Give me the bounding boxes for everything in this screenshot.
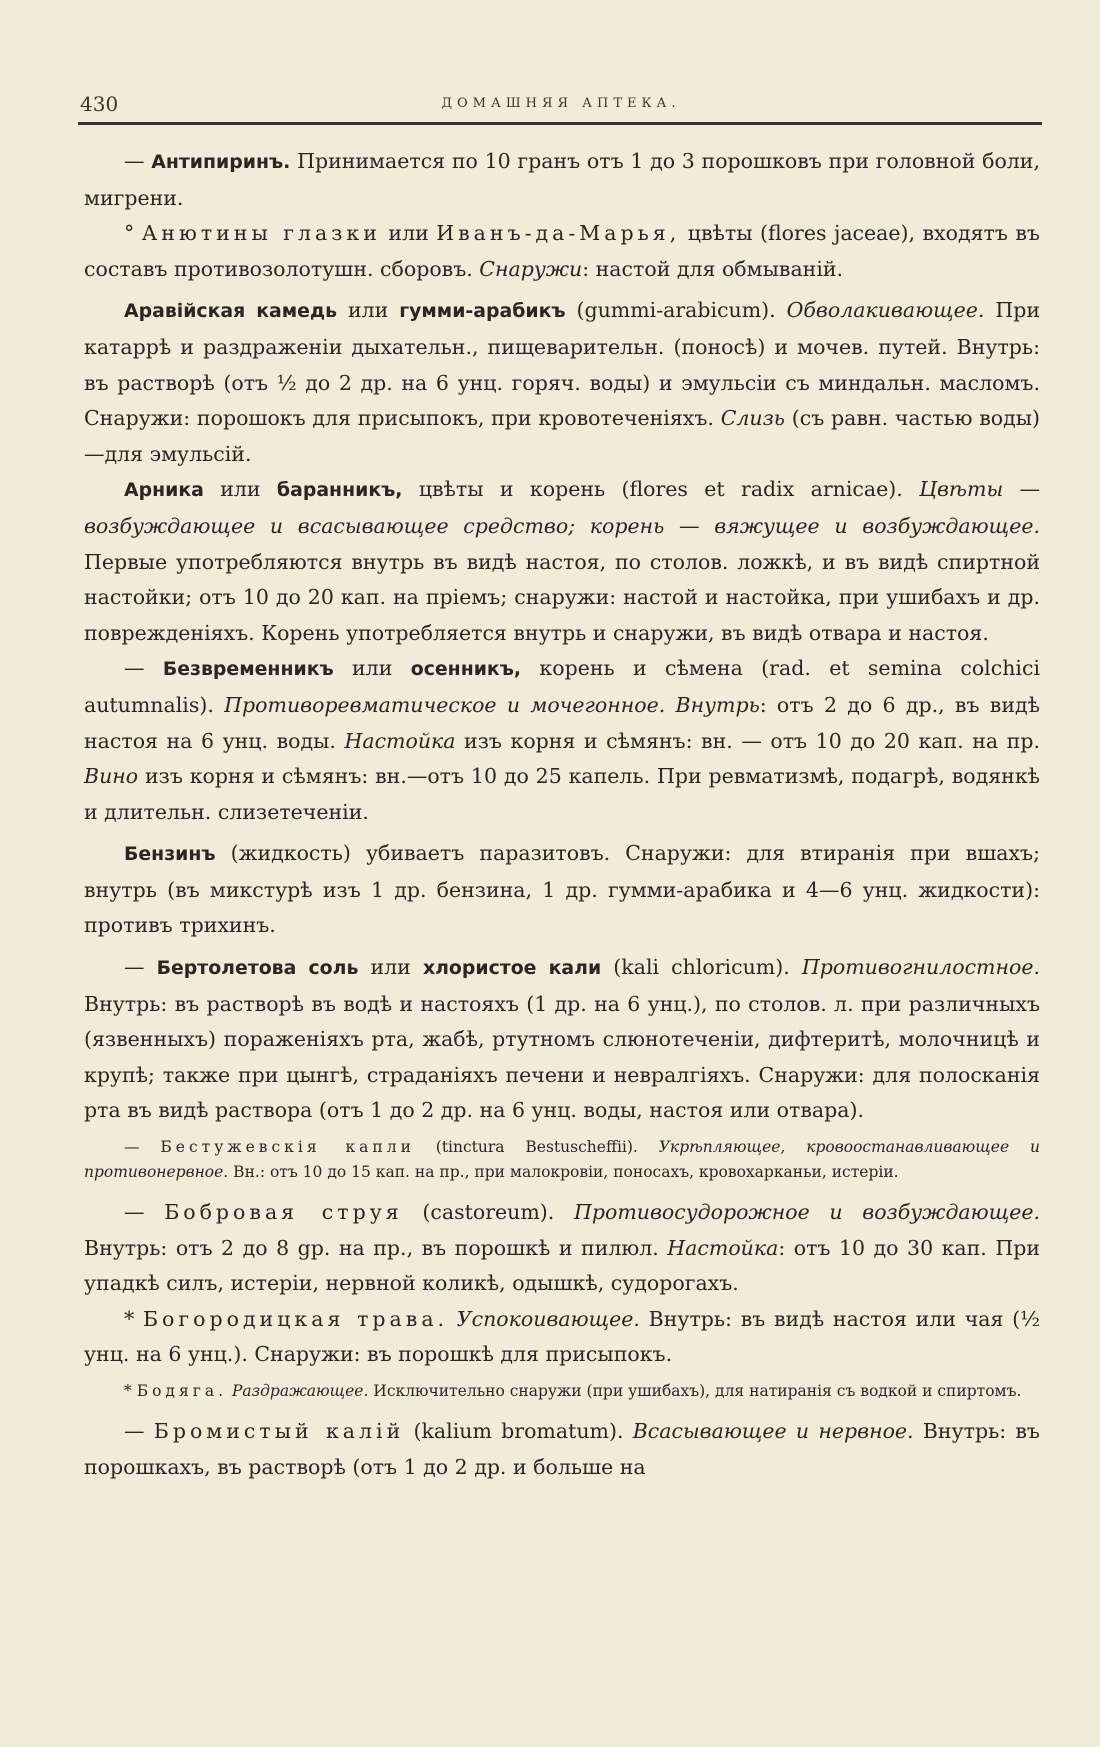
entry-mark: ° — [124, 221, 135, 246]
entry-text: корень и сѣмена (rad. et semina colchici autumnalis). — [84, 656, 1040, 717]
entry-bromistyy-kaliy — [84, 1414, 1040, 1485]
entry-dash: — — [124, 955, 145, 980]
entry-italic: Вино — [84, 764, 139, 789]
entry-heading-alt: гумми-арабикъ — [399, 300, 566, 323]
entry-heading: Бодяга. — [136, 1382, 228, 1400]
entry-heading-alt: хлористое кали — [422, 957, 602, 980]
entry-text: (kali chloricum). — [601, 955, 802, 980]
entry-anyutiny-glazki — [84, 216, 1040, 287]
entry-text: изъ корня и сѣмянъ: вн. — отъ 10 до 20 кап. на пр. — [455, 728, 1040, 753]
entry-dash: — — [124, 1200, 145, 1225]
entry-text: : настой для обмываній. — [582, 256, 844, 281]
entry-text: Исключительно снаружи (при ушибахъ), для натиранія съ водкой и спиртомъ. — [368, 1382, 1022, 1400]
entry-italic: Всасывающее и нервное. — [632, 1419, 914, 1443]
entry-text: Внутрь: въ растворѣ въ водѣ и настояхъ (1 др. на 6 унц.), по столов. л. при различныхъ (язвенныхъ) пораженіяхъ рта, жабѣ, ртутномъ слюнотеченіи, дифтеритѣ, молочницѣ и крупѣ; также при цынгѣ, страданіяхъ печени и невралгіяхъ. Снаружи: для полосканія рта въ видѣ раствора (отъ 1 до 2 др. на 6 унц. воды, настоя или отвара). — [84, 991, 1040, 1123]
entry-text: Внутрь: въ порошкахъ, въ растворѣ (отъ 1 до 2 др. и больше на — [84, 1419, 1040, 1479]
header-rule — [78, 122, 1042, 125]
entry-italic: Цвѣты — возбуждающее и всасывающее средство; корень — вяжущее и возбуждающее. — [84, 477, 1040, 538]
entry-text: изъ корня и сѣмянъ: вн.—отъ 10 до 25 капель. При ревматизмѣ, подагрѣ, водянкѣ и длительн. слизетеченіи. — [84, 764, 1040, 824]
entry-text: или — [358, 955, 423, 980]
entry-text: (castoreum). — [402, 1200, 574, 1225]
entry-text: цвѣты и корень (flores et radix arnicae). — [402, 477, 920, 502]
entry-text: Вн.: отъ 10 до 15 кап. на пр., при малокровіи, поносахъ, кровохарканьи, истеріи. — [228, 1163, 899, 1182]
entry-heading: Антипиринъ. — [151, 151, 291, 173]
entry-italic: Противоревматическое и мочегонное. Внутрь — [224, 692, 760, 717]
entry-mark: * — [124, 1382, 132, 1400]
entry-text: (gummi-arabicum). — [565, 298, 787, 323]
entry-text: или — [380, 221, 437, 246]
entry-italic: Противогнилостное. — [801, 955, 1040, 980]
running-title: ДОМАШНЯЯ АПТЕКА. — [441, 96, 681, 111]
entry-heading: Бертолетова соль — [156, 957, 359, 980]
entry-italic: Успокоивающее. — [456, 1306, 640, 1331]
entry-heading: Бестужевскія капли — [160, 1138, 415, 1157]
entry-bogoroditskaya-trava — [84, 1302, 1040, 1373]
entry-heading-alt: Иванъ-да-Марья, — [436, 221, 681, 246]
entry-text: : отъ 2 до 6 др., въ видѣ настоя на 6 унц. воды. — [84, 692, 1040, 753]
page-body — [84, 144, 1040, 1485]
entry-heading-alt: осенникъ, — [410, 658, 522, 681]
entry-italic: Снаружи — [479, 256, 583, 281]
entry-dash: — — [124, 1419, 145, 1443]
entry-text: или — [203, 477, 277, 502]
entry-text: или — [333, 656, 411, 681]
entry-dash: — — [124, 656, 145, 681]
entry-heading: Бромистый калій — [153, 1419, 405, 1443]
entry-italic: Настойка — [344, 728, 456, 753]
entry-heading: Бензинъ — [124, 843, 216, 866]
entry-italic: Противосудорожное и возбуждающее. — [574, 1200, 1041, 1225]
entry-text: (съ равн. частью воды)—для эмульсій. — [84, 406, 1041, 466]
page-number: 430 — [80, 92, 119, 116]
entry-text: (tinctura Bestuscheffii). — [414, 1138, 659, 1157]
entry-text: (жидкость) убиваетъ паразитовъ. Снаружи: для втиранія при вшахъ; внутрь (въ микстурѣ изъ 1 др. бензина, 1 др. гумми-арабика и 4—6 унц. жидкости): противъ трихинъ. — [84, 841, 1040, 938]
entry-heading: Аравійская камедь — [124, 300, 338, 323]
entry-bobrovaya-struya — [84, 1195, 1040, 1302]
entry-mark: * — [124, 1306, 135, 1331]
entry-heading: Богородицкая трава. — [142, 1306, 449, 1331]
entry-italic: Раздражающее. — [231, 1382, 369, 1400]
entry-heading: Анютины глазки — [141, 221, 381, 246]
entry-italic: Настойка — [667, 1235, 779, 1260]
entry-bodyaga — [84, 1379, 1040, 1404]
entry-araviyskaya-kamed — [84, 293, 1040, 472]
entry-text: При катаррѣ и раздраженіи дыхательн., пищеварительн. (поносѣ) и мочев. путей. Внутрь: въ растворѣ (отъ ½ до 2 др. на 6 унц. горяч. воды) и эмульсіи съ миндальн. масломъ. Снаружи: порошокъ для присыпокъ, при кровотеченіяхъ. — [84, 298, 1040, 431]
entry-bezvremennik — [84, 651, 1040, 830]
entry-text: Принимается по 10 гранъ отъ 1 до 3 порошковъ при головной боли, мигрени. — [84, 149, 1040, 210]
entry-dash: — — [124, 149, 145, 173]
entry-heading: Безвременникъ — [162, 658, 334, 681]
entry-text: цвѣты (flores jaceae), входятъ въ составъ противозолотушн. сборовъ. — [84, 221, 1040, 281]
entry-dash: — — [124, 1138, 140, 1157]
entry-text: или — [337, 298, 400, 323]
entry-text: Первые употребляются внутрь въ видѣ настоя, по столов. ложкѣ, и въ видѣ спиртной настойки; отъ 10 до 20 кап. на пріемъ; снаружи: настой и настойка, при ушибахъ и др. поврежденіяхъ. Корень употребляется внутрь и снаружи, въ видѣ отвара и настоя. — [84, 549, 1040, 645]
entry-antipyrin — [84, 144, 1040, 216]
entry-italic: Слизь — [720, 406, 785, 431]
entry-text: Внутрь: въ видѣ настоя или чая (½ унц. на 6 унц.). Снаружи: въ порошкѣ для присыпокъ. — [84, 1306, 1040, 1367]
entry-text: : отъ 10 до 30 кап. При упадкѣ силъ, истеріи, нервной коликѣ, одышкѣ, судорогахъ. — [84, 1235, 1040, 1296]
entry-italic: Укрѣпляющее, кровоостанавливающее и противонервное. — [84, 1138, 1040, 1182]
entry-heading: Арника — [124, 479, 204, 502]
entry-arnika — [84, 472, 1040, 651]
entry-text — [448, 1307, 457, 1331]
entry-italic: Обволакивающее. — [786, 298, 985, 323]
entry-bestuzhevskiya-kapli — [84, 1135, 1040, 1185]
entry-heading-alt: баранникъ, — [276, 479, 403, 502]
entry-benzin — [84, 836, 1040, 944]
entry-bertoletova-sol — [84, 950, 1040, 1129]
page-header — [80, 92, 1042, 120]
entry-text: Внутрь: отъ 2 до 8 gр. на пр., въ порошкѣ и пилюл. — [84, 1235, 668, 1260]
entry-text: (kalium bromatum). — [404, 1419, 633, 1443]
entry-heading: Бобровая струя — [164, 1200, 403, 1225]
